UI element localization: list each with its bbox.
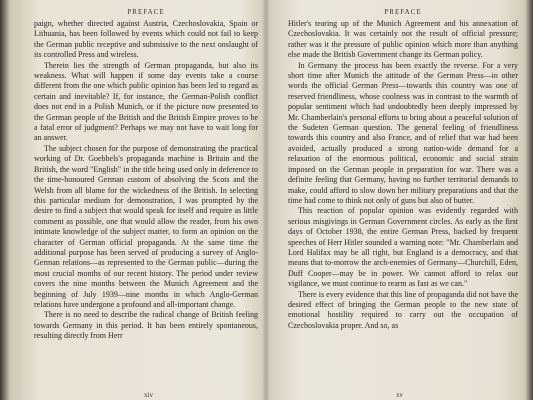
gutter <box>262 0 270 400</box>
paragraph: In Germany the process has been exactly the reverse. For a very short time after Munich the attitude of the German Press—in other words the official German Press—towards this country was one of reserved friendliness, whose coolness was in contrast to the warmth of popular sentiment which had undoubtedly been deeply impressed by Mr. Chamberlain's personal efforts to bring about a peaceful solution of the Sudeten German question. The general feeling of friendliness towards this country and also France, and of relief that war had been avoided, actually produced a strong nation-wide demand for a relaxation of the enormous political, economic and social strain imposed on the German people in preparation for war. There was a definite feeling that Germany, having no further territorial demands to make, could afford to slow down her military preparations and that the time had come to think not only of guns but also of butter. <box>288 60 518 205</box>
left-page-text <box>34 19 258 342</box>
right-page <box>276 0 518 400</box>
running-head-right: PREFACE <box>384 8 422 16</box>
paragraph: paign, whether directed against Austria, Czechoslovakia, Spain or Lithuania, has been followed by events which could not fail to keep the German public receptive and submissive to the next onslaught of its controlled Press and wireless. <box>34 19 258 60</box>
paragraph: This reaction of popular opinion was evidently regarded with serious misgivings in German Government circles. As early as the first days of October 1938, the entire German Press, backed by frequent speeches of Herr Hitler sounded a warning note: "Mr. Chamberlain and Lord Halifax may be all right, but England is a democracy, and that means that to-morrow the arch-enemies of Germany—Churchill, Eden, Duff Cooper—may be in power. We cannot afford to relax our vigilance, we must continue to rearm as fast as we can." <box>288 206 518 289</box>
paragraph: The subject chosen for the purpose of demonstrating the practical working of Dr. Goebbels's propaganda machine is Britain and the British, the word "English" in the title being used only in deference to the time-honoured German custom of absolving the Scots and the Welsh from all blame for the wickedness of the British. In selecting this particular medium for demonstration, I was prompted by the desire to find a subject that would speak for itself and require as little comment as possible, one that would allow the reader, from his own intimate knowledge of the subject matter, to form an opinion on the character of German official propaganda. At the same time the additional purpose has been served of producing a survey of Anglo-German relations—as represented to the German public—during the most crucial months of our recent history. The period under review covers the nine months between the Munich Agreement and the beginning of July 1939—nine months in which Anglo-German relations have undergone a profound and all-important change. <box>34 143 258 309</box>
paragraph: Therein lies the strength of German propaganda, but also its weakness. What will happen if some day events take a course different from the one which public opinion has been led to regard as certain and inevitable? If, for instance, the German-Polish conflict does not end in a Polish Munich, or if the picture now presented to the German people of the British and the British Empire proves to be a fatal error of judgment? Perhaps we may not have to wait long for an answer. <box>34 60 258 143</box>
paragraph: There is every evidence that this line of propaganda did not have the desired effect of bringing the German people to the new state of emotional hostility required to carry out the occupation of Czechoslovakia proper. And so, as <box>288 289 518 330</box>
paragraph: There is no need to describe the radical change of British feeling towards Germany in this period. It has been entirely spontaneous, resulting directly from Herr <box>34 310 258 341</box>
page-number-left: xiv <box>144 391 153 399</box>
running-head-left: PREFACE <box>127 8 165 16</box>
right-page-text <box>288 19 518 331</box>
paragraph: Hitler's tearing up of the Munich Agreement and his annexation of Czechoslovakia. It was certainly not the result of official pressure; rather was it the pressure of public opinion which more than anything else made the British Government change its German policy. <box>288 19 518 60</box>
page-number-right: xv <box>396 391 403 399</box>
left-page <box>14 0 260 400</box>
